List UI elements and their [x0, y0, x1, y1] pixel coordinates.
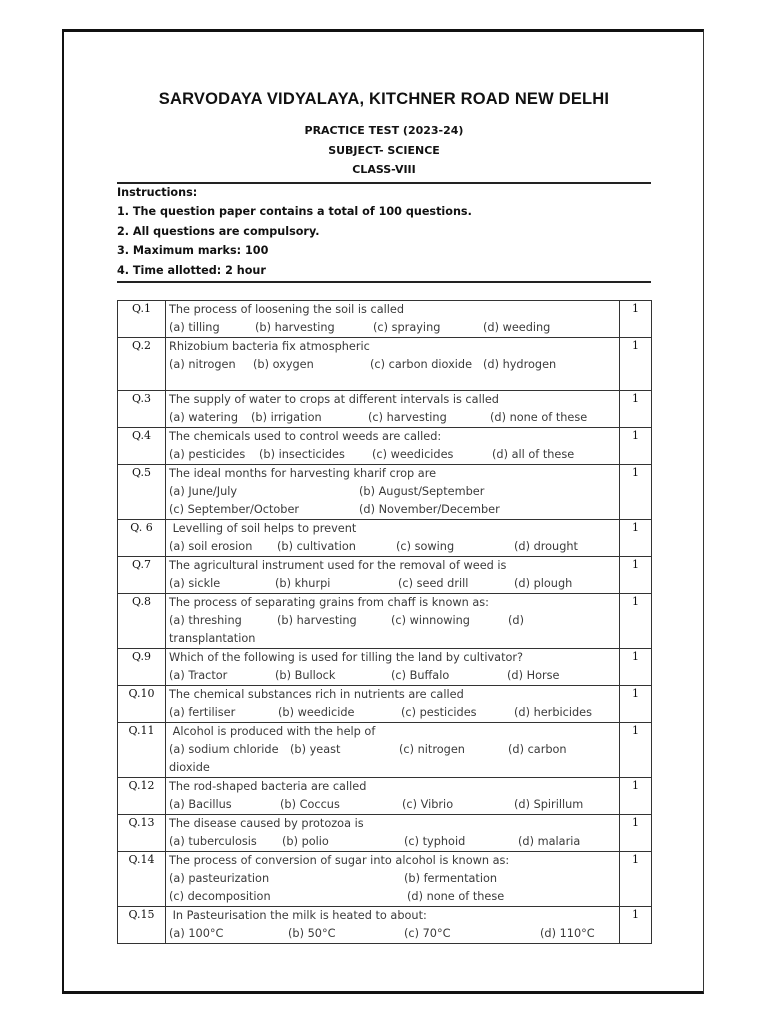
answer-option: (a) sodium chloride [169, 743, 279, 756]
answer-option: (c) decomposition [169, 890, 271, 903]
answer-option: (c) pesticides [401, 706, 477, 719]
question-marks: 1 [620, 428, 652, 465]
school-title: SARVODAYA VIDYALAYA, KITCHNER ROAD NEW DELHI [158, 90, 610, 108]
question-marks: 1 [620, 594, 652, 649]
options-line [169, 356, 619, 374]
instruction-item: 2. All questions are compulsory. [117, 224, 320, 238]
subject-title: SUBJECT- SCIENCE [328, 144, 440, 157]
question-marks: 1 [620, 391, 652, 428]
question-text: Alcohol is produced with the help of [169, 725, 376, 738]
question-body [166, 907, 620, 944]
answer-option: (d) November/December [359, 503, 500, 516]
question-marks: 1 [620, 465, 652, 520]
question-text: The supply of water to crops at different intervals is called [169, 393, 499, 406]
options-line [169, 870, 619, 888]
table-row [118, 778, 652, 815]
answer-option: (a) threshing [169, 614, 242, 627]
question-number: Q.10 [118, 686, 166, 723]
table-row [118, 428, 652, 465]
question-number: Q.12 [118, 778, 166, 815]
table-row [118, 852, 652, 907]
question-body [166, 557, 620, 594]
options-line [169, 796, 619, 814]
options-line [169, 501, 619, 519]
answer-option: (b) fermentation [404, 872, 498, 885]
instruction-item: 3. Maximum marks: 100 [117, 244, 269, 258]
answer-option: (a) sickle [169, 577, 221, 590]
table-row [118, 594, 652, 649]
answer-option: (a) tuberculosis [169, 835, 257, 848]
answer-option: (d) hydrogen [483, 358, 557, 371]
question-marks: 1 [620, 520, 652, 557]
question-body [166, 391, 620, 428]
answer-option: (d) [508, 614, 524, 627]
answer-option: (c) 70°C [404, 927, 451, 940]
answer-option: (a) tilling [169, 321, 220, 334]
options-line [169, 741, 619, 759]
options-line [169, 319, 619, 337]
question-marks: 1 [620, 778, 652, 815]
answer-option: (c) spraying [373, 321, 441, 334]
answer-option: (a) pesticides [169, 448, 246, 461]
answer-option: (b) August/September [359, 485, 485, 498]
question-text: In Pasteurisation the milk is heated to about: [169, 909, 427, 922]
instructions-title: Instructions: [117, 186, 198, 199]
options-line [169, 575, 619, 593]
answer-option: (b) polio [282, 835, 329, 848]
answer-option: (d) none of these [490, 411, 588, 424]
question-body [166, 520, 620, 557]
answer-option: (c) harvesting [368, 411, 447, 424]
answer-option: (c) weedicides [372, 448, 454, 461]
question-body [166, 778, 620, 815]
question-marks: 1 [620, 852, 652, 907]
question-text: The chemicals used to control weeds are called: [169, 430, 442, 443]
answer-option: (c) winnowing [391, 614, 470, 627]
question-number: Q.5 [118, 465, 166, 520]
answer-option: (b) weedicide [278, 706, 355, 719]
question-marks: 1 [620, 723, 652, 778]
question-body [166, 301, 620, 338]
question-text: The disease caused by protozoa is [169, 817, 364, 830]
answer-option: (c) seed drill [398, 577, 469, 590]
answer-option: (b) insecticides [259, 448, 345, 461]
question-marks: 1 [620, 338, 652, 391]
question-number: Q.11 [118, 723, 166, 778]
answer-option: (a) nitrogen [169, 358, 236, 371]
answer-option: (c) Vibrio [402, 798, 454, 811]
class-title: CLASS-VIII [352, 163, 416, 176]
options-line [169, 667, 619, 685]
answer-option: (d) weeding [483, 321, 551, 334]
questions-table [117, 300, 652, 944]
instruction-item: 4. Time allotted: 2 hour [117, 263, 266, 277]
answer-option: (d) Horse [507, 669, 560, 682]
answer-option: (b) irrigation [251, 411, 322, 424]
answer-option: (d) drought [514, 540, 578, 553]
instructions [117, 183, 657, 280]
answer-option: (d) malaria [518, 835, 581, 848]
options-line [169, 888, 619, 906]
question-number: Q.8 [118, 594, 166, 649]
question-text: Levelling of soil helps to prevent [169, 522, 357, 535]
question-marks: 1 [620, 649, 652, 686]
answer-option: (c) September/October [169, 503, 300, 516]
question-body [166, 815, 620, 852]
answer-option: (a) pasteurization [169, 872, 270, 885]
answer-option: (d) none of these [407, 890, 505, 903]
answer-option: (b) harvesting [255, 321, 335, 334]
answer-option: (d) plough [514, 577, 573, 590]
question-text: The process of separating grains from chaff is known as: [169, 596, 489, 609]
answer-option: (b) khurpi [275, 577, 331, 590]
question-marks: 1 [620, 815, 652, 852]
question-text: The process of conversion of sugar into alcohol is known as: [169, 854, 510, 867]
question-number: Q.14 [118, 852, 166, 907]
instruction-item: 1. The question paper contains a total of 100 questions. [117, 205, 472, 219]
question-number: Q.13 [118, 815, 166, 852]
question-body [166, 852, 620, 907]
table-row [118, 557, 652, 594]
answer-option: (d) 110°C [540, 927, 595, 940]
answer-option: (b) oxygen [253, 358, 314, 371]
answer-option: (a) soil erosion [169, 540, 253, 553]
question-text: The ideal months for harvesting kharif crop are [169, 467, 437, 480]
question-marks: 1 [620, 907, 652, 944]
answer-option: (a) fertiliser [169, 706, 236, 719]
question-marks: 1 [620, 686, 652, 723]
question-marks: 1 [620, 301, 652, 338]
answer-option: (c) typhoid [404, 835, 466, 848]
options-line [169, 612, 619, 630]
answer-option: (c) sowing [396, 540, 455, 553]
answer-option: (a) watering [169, 411, 238, 424]
question-body [166, 686, 620, 723]
answer-option: (d) herbicides [514, 706, 592, 719]
test-title: PRACTICE TEST (2023-24) [304, 124, 464, 137]
question-number: Q.2 [118, 338, 166, 391]
divider-bottom [117, 281, 651, 283]
table-row [118, 465, 652, 520]
answer-option: (a) Tractor [169, 669, 228, 682]
table-row [118, 338, 652, 391]
answer-option: (a) 100°C [169, 927, 224, 940]
answer-option: (c) Buffalo [391, 669, 450, 682]
answer-option: (c) nitrogen [399, 743, 465, 756]
question-number: Q.1 [118, 301, 166, 338]
options-line [169, 704, 619, 722]
options-line [169, 409, 619, 427]
question-text: The agricultural instrument used for the removal of weed is [169, 559, 507, 572]
question-text: The rod-shaped bacteria are called [169, 780, 367, 793]
question-number: Q.9 [118, 649, 166, 686]
table-row [118, 815, 652, 852]
answer-option: (b) cultivation [277, 540, 356, 553]
answer-option: (b) Coccus [280, 798, 340, 811]
question-text: Rhizobium bacteria fix atmospheric [169, 340, 370, 353]
options-line [169, 925, 619, 943]
answer-option: (b) yeast [290, 743, 341, 756]
options-line [169, 833, 619, 851]
option-continuation: transplantation [169, 632, 256, 645]
question-body [166, 465, 620, 520]
question-text: Which of the following is used for tilling the land by cultivator? [169, 651, 524, 664]
answer-option: (c) carbon dioxide [370, 358, 473, 371]
answer-option: (d) carbon [508, 743, 567, 756]
answer-option: (b) Bullock [275, 669, 336, 682]
question-body [166, 338, 620, 391]
table-row [118, 649, 652, 686]
table-row [118, 723, 652, 778]
answer-option: (b) harvesting [277, 614, 357, 627]
question-number: Q. 6 [118, 520, 166, 557]
question-text: The chemical substances rich in nutrients are called [169, 688, 464, 701]
table-row [118, 686, 652, 723]
question-number: Q.4 [118, 428, 166, 465]
table-row [118, 907, 652, 944]
option-continuation: dioxide [169, 761, 210, 774]
answer-option: (d) all of these [492, 448, 575, 461]
question-number: Q.15 [118, 907, 166, 944]
question-body [166, 723, 620, 778]
answer-option: (d) Spirillum [514, 798, 584, 811]
table-row [118, 301, 652, 338]
table-row [118, 520, 652, 557]
question-marks: 1 [620, 557, 652, 594]
question-number: Q.3 [118, 391, 166, 428]
question-number: Q.7 [118, 557, 166, 594]
options-line [169, 446, 619, 464]
answer-option: (a) June/July [169, 485, 238, 498]
answer-option: (b) 50°C [288, 927, 336, 940]
table-row [118, 391, 652, 428]
question-body [166, 428, 620, 465]
answer-option: (a) Bacillus [169, 798, 232, 811]
options-line [169, 483, 619, 501]
question-body [166, 649, 620, 686]
options-line [169, 538, 619, 556]
question-body [166, 594, 620, 649]
question-text: The process of loosening the soil is called [169, 303, 405, 316]
